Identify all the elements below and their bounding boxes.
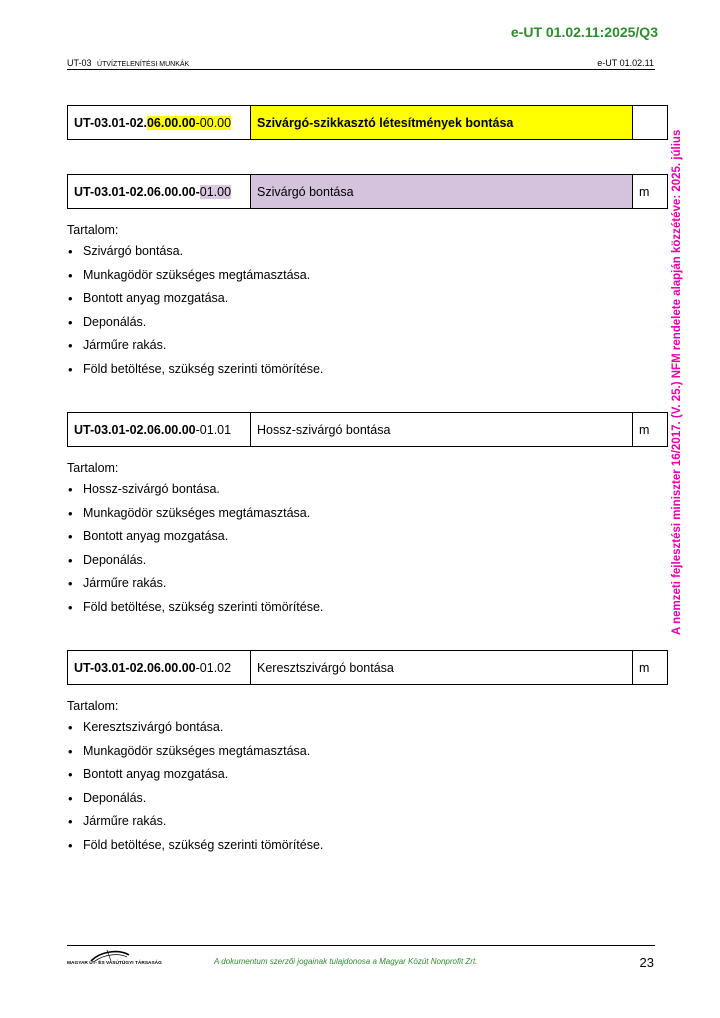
item-code-part: UT-03.01-02.06.00.00: [74, 422, 196, 437]
item-title: Szivárgó bontása: [251, 175, 633, 209]
list-item: • Bontott anyag mozgatása.: [67, 767, 657, 791]
content-label: Tartalom:: [67, 223, 119, 237]
list-item: • Föld betöltése, szükség szerinti tömörítése.: [67, 600, 657, 624]
item-header-group: [67, 105, 668, 140]
logo-text: MAGYAR ÚT- ÉS VASÚTÜGYI TÁRSASÁG: [67, 961, 162, 966]
list-item: • Munkagödör szükséges megtámasztása.: [67, 268, 657, 292]
item-header: [67, 412, 668, 447]
document-code: e-UT 01.02.11:2025/Q3: [510, 24, 658, 40]
list-item: • Bontott anyag mozgatása.: [67, 291, 657, 315]
list-item: • Járműre rakás.: [67, 338, 657, 362]
item-code: [68, 106, 251, 140]
item-content: [67, 223, 657, 385]
item-code: [68, 651, 251, 685]
item-code: [68, 413, 251, 447]
item-code-part: UT-03.01-02.: [74, 115, 147, 130]
item-header: [67, 650, 668, 685]
item-code-suffix: -01.01: [195, 422, 232, 437]
header-divider: [67, 69, 655, 70]
side-note-container: [664, 95, 694, 635]
item-unit: m: [633, 413, 668, 447]
list-item: • Föld betöltése, szükség szerinti tömörítése.: [67, 362, 657, 386]
section-header: [67, 58, 189, 68]
list-item: • Járműre rakás.: [67, 576, 657, 600]
item-code-highlight: 06.00.00: [146, 115, 196, 130]
content-list: [67, 244, 657, 385]
content-list: [67, 720, 657, 861]
section-title: ÚTVÍZTELENÍTÉSI MUNKÁK: [97, 61, 190, 68]
list-item: • Deponálás.: [67, 315, 657, 339]
copyright-note: A dokumentum szerzői jogainak tulajdonosa a Magyar Közút Nonprofit Zrt.: [214, 957, 478, 966]
item-code: [68, 175, 251, 209]
content-list: [67, 482, 657, 623]
footer-divider: [67, 945, 655, 946]
item-code-part: UT-03.01-02.06.00.00: [74, 660, 196, 675]
list-item: • Munkagödör szükséges megtámasztása.: [67, 744, 657, 768]
item-header: [67, 174, 668, 209]
list-item: • Munkagödör szükséges megtámasztása.: [67, 506, 657, 530]
list-item: • Járműre rakás.: [67, 814, 657, 838]
item-content: [67, 461, 657, 623]
content-label: Tartalom:: [67, 699, 119, 713]
item-unit: [633, 106, 668, 140]
item-unit: m: [633, 175, 668, 209]
item-code-suffix: -00.00: [195, 115, 232, 130]
item-title: Keresztszivárgó bontása: [251, 651, 633, 685]
item-code-highlight: 01.00: [199, 184, 232, 199]
item-unit: m: [633, 651, 668, 685]
organization-logo: [67, 949, 167, 971]
list-item: • Deponálás.: [67, 553, 657, 577]
list-item: • Bontott anyag mozgatása.: [67, 529, 657, 553]
list-item: • Föld betöltése, szükség szerinti tömörítése.: [67, 838, 657, 862]
document-reference: e-UT 01.02.11: [597, 58, 654, 68]
list-item: • Keresztszivárgó bontása.: [67, 720, 657, 744]
list-item: • Hossz-szivárgó bontása.: [67, 482, 657, 506]
content-label: Tartalom:: [67, 461, 119, 475]
page-number: 23: [639, 955, 654, 970]
section-prefix: UT-03: [67, 58, 92, 68]
item-code-part: UT-03.01-02.06.00.00-: [74, 184, 200, 199]
item-title: Hossz-szivárgó bontása: [251, 413, 633, 447]
list-item: • Szivárgó bontása.: [67, 244, 657, 268]
list-item: • Deponálás.: [67, 791, 657, 815]
item-content: [67, 699, 657, 861]
side-note: A nemzeti fejlesztési miniszter 16/2017. (V. 25.) NFM rendelete alapján közzétéve: 2025. július: [671, 129, 683, 635]
item-title: Szivárgó-szikkasztó létesítmények bontása: [251, 106, 633, 140]
item-code-suffix: -01.02: [195, 660, 232, 675]
